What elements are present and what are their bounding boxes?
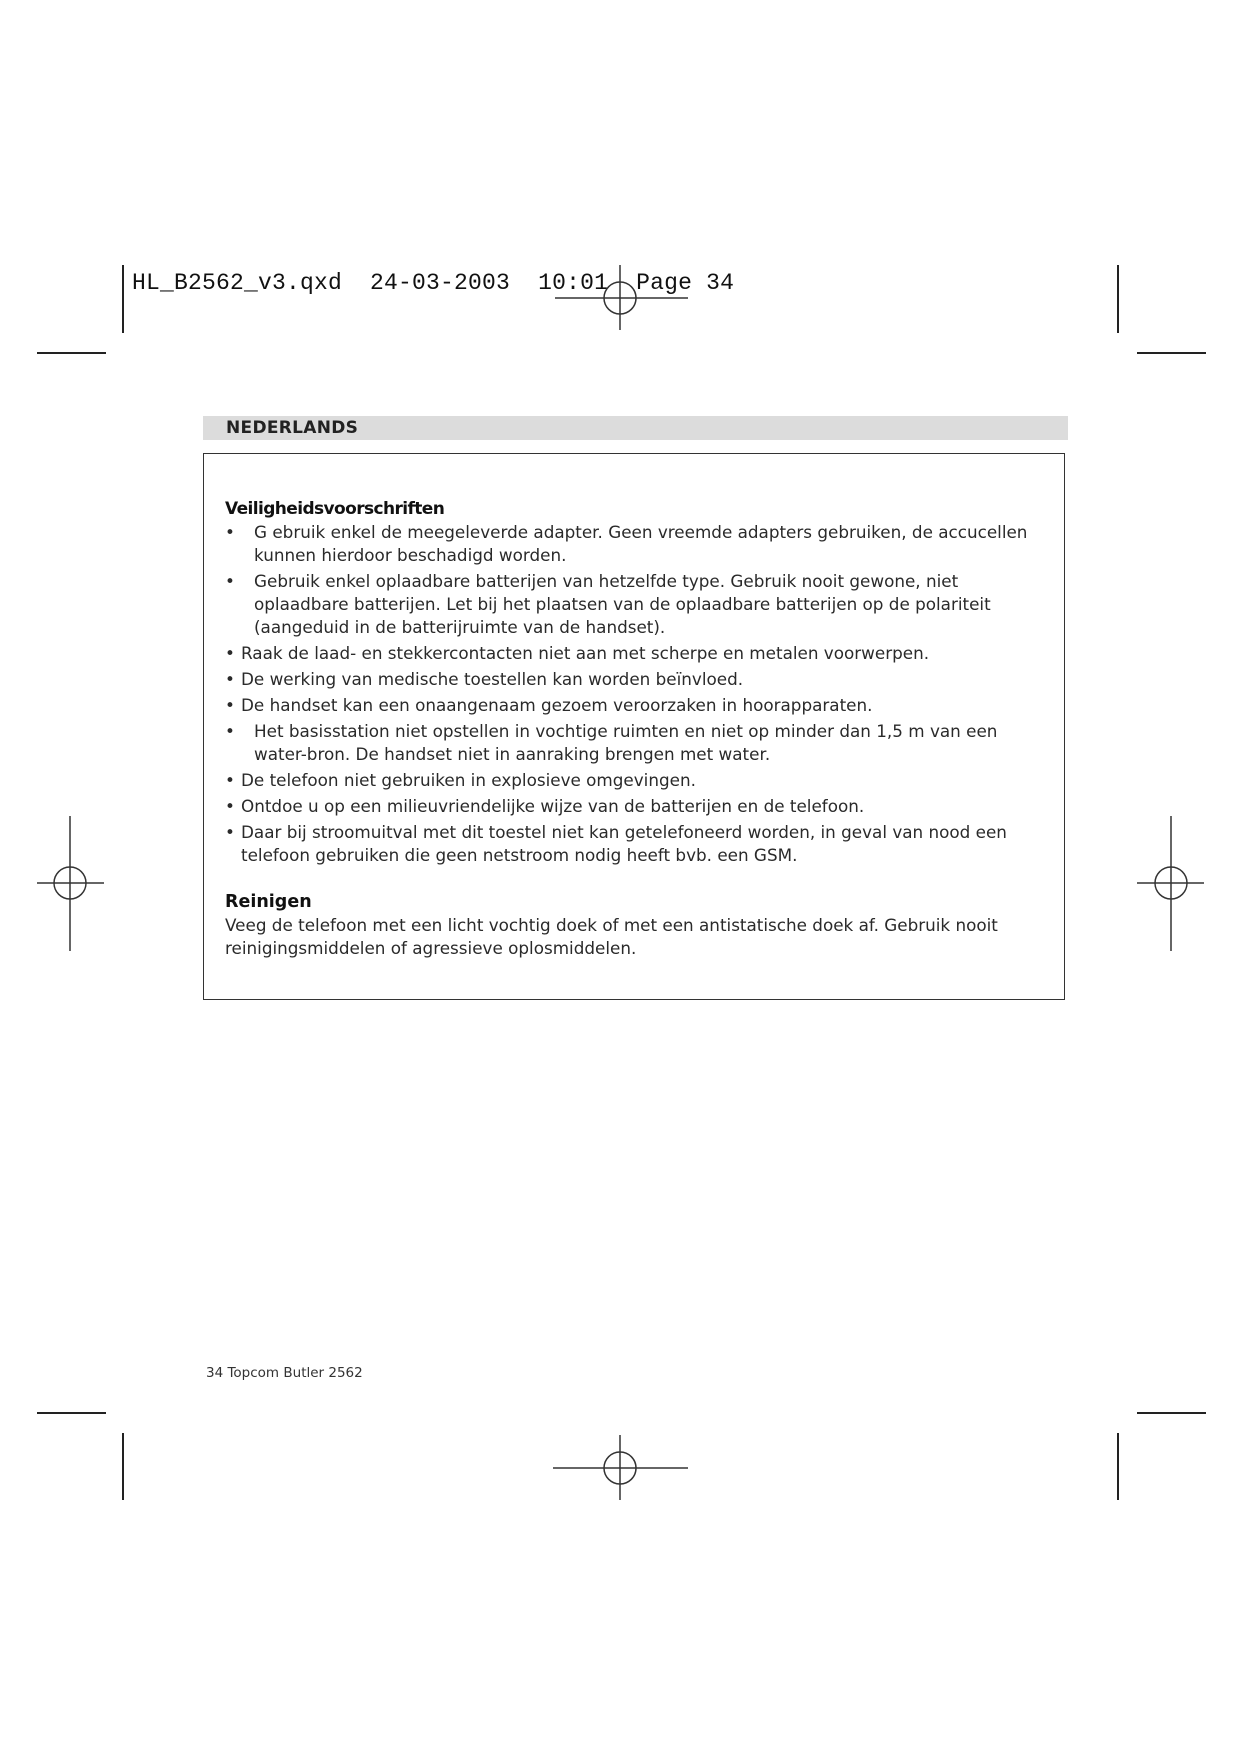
cleaning-heading: Reinigen [225,892,312,912]
list-item: • De werking van medische toestellen kan worden beïnvloed. [225,668,1045,691]
list-item: • De telefoon niet gebruiken in explosieve omgevingen. [225,769,1045,792]
print-slug: HL_B2562_v3.qxd 24-03-2003 10:01 Page 34 [132,270,735,296]
list-item: • Daar bij stroomuitval met dit toestel niet kan getelefoneerd worden, in geval van nood een telefoon gebruiken die geen netstroom nodig heeft bvb. een GSM. [225,821,1045,867]
page-footer: 34 Topcom Butler 2562 [206,1365,363,1381]
registration-mark-right [1137,816,1204,951]
list-item: • Gebruik enkel oplaadbare batterijen van hetzelfde type. Gebruik nooit gewone, niet oplaadbare batterijen. Let bij het plaatsen van de oplaadbare batterijen op de polariteit (aangeduid in de batterijruimte van de handset). [225,570,1045,639]
list-item: • Raak de laad- en stekkercontacten niet aan met scherpe en metalen voorwerpen. [225,642,1045,665]
safety-heading: Veiligheidsvoorschriften [225,499,445,519]
registration-mark-bottom [553,1435,688,1500]
registration-mark-left [37,816,104,951]
list-item: • Het basisstation niet opstellen in vochtige ruimten en niet op minder dan 1,5 m van een water-bron. De handset niet in aanraking brengen met water. [225,720,1045,766]
list-item: • G ebruik enkel de meegeleverde adapter. Geen vreemde adapters gebruiken, de accucellen kunnen hierdoor beschadigd worden. [225,521,1045,567]
cleaning-text: Veeg de telefoon met een licht vochtig doek of met een antistatische doek af. Gebruik nooit reinigingsmiddelen of agressieve oplosmiddelen. [225,915,998,958]
content [225,498,1045,960]
registration-mark-top [555,265,688,330]
safety-list [225,521,1045,867]
section-title: NEDERLANDS [226,418,359,438]
list-item: • Ontdoe u op een milieuvriendelijke wijze van de batterijen en de telefoon. [225,795,1045,818]
list-item: • De handset kan een onaangenaam gezoem veroorzaken in hoorapparaten. [225,694,1045,717]
